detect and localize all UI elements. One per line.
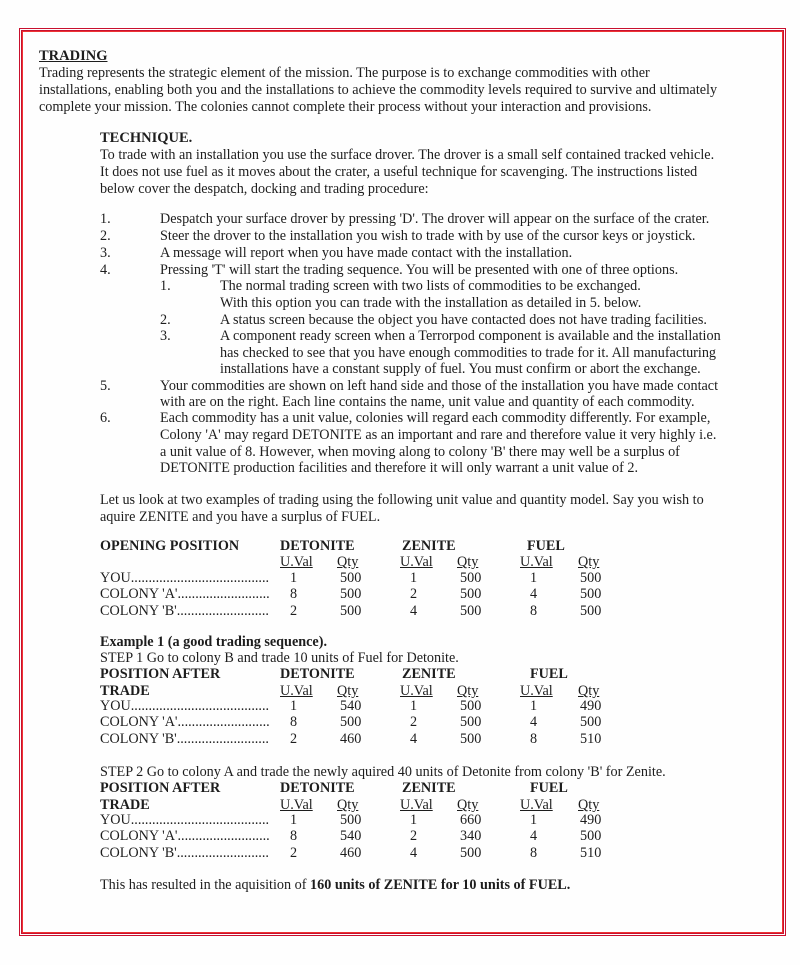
column-header: DETONITE bbox=[280, 538, 355, 554]
table-cell: 2 bbox=[290, 730, 298, 747]
subcolumn-header: U.Val bbox=[400, 554, 433, 570]
subcolumn-header: Qty bbox=[457, 797, 479, 813]
table-cell: 500 bbox=[340, 714, 362, 731]
table-title: POSITION AFTER bbox=[100, 666, 221, 682]
table-cell: 460 bbox=[340, 844, 362, 861]
step-line: STEP 1 Go to colony B and trade 10 units of Fuel for Detonite. bbox=[100, 650, 459, 666]
sub-list-item-text: has checked to see that you have enough commodities to trade for it. All manufacturing bbox=[220, 345, 717, 361]
sub-list-item-text: installations have a constant supply of fuel. You must confirm or abort the exchange. bbox=[220, 361, 701, 377]
subcolumn-header: U.Val bbox=[280, 797, 313, 813]
column-header: DETONITE bbox=[280, 666, 355, 682]
table-row-label: YOU....................................... bbox=[100, 570, 270, 586]
subcolumn-header: Qty bbox=[457, 683, 479, 699]
subcolumn-header: Qty bbox=[578, 797, 600, 813]
table-cell: 500 bbox=[580, 828, 602, 845]
table-row-label: COLONY 'B'.......................... bbox=[100, 730, 269, 747]
table-title: POSITION AFTER bbox=[100, 780, 221, 796]
subcolumn-header: Qty bbox=[457, 554, 479, 570]
table-cell: 500 bbox=[340, 570, 362, 586]
list-item-text: with are on the right. Each line contains the name, unit value and quantity of each commodity. bbox=[160, 394, 695, 410]
table-title: TRADE bbox=[100, 683, 150, 699]
table-cell: 340 bbox=[460, 828, 482, 845]
conclusion bbox=[100, 877, 570, 894]
table-cell: 460 bbox=[340, 730, 362, 747]
subcolumn-header: U.Val bbox=[400, 797, 433, 813]
table-title: OPENING POSITION bbox=[100, 538, 240, 554]
column-header: FUEL bbox=[530, 780, 568, 796]
table-cell: 510 bbox=[580, 730, 602, 747]
table-cell: 4 bbox=[530, 828, 538, 845]
table-cell: 500 bbox=[580, 602, 602, 619]
conclusion-bold-text: 160 units of ZENITE for 10 units of FUEL. bbox=[310, 877, 571, 893]
column-header: FUEL bbox=[527, 538, 565, 554]
column-header: ZENITE bbox=[402, 666, 456, 682]
table-cell: 1 bbox=[290, 570, 298, 586]
table-cell: 1 bbox=[410, 570, 418, 586]
table-cell: 1 bbox=[530, 570, 538, 586]
table-cell: 8 bbox=[290, 714, 298, 731]
table-cell: 1 bbox=[290, 698, 298, 714]
column-header: DETONITE bbox=[280, 780, 355, 796]
table-cell: 500 bbox=[460, 698, 482, 714]
list-item: 3. bbox=[100, 245, 111, 261]
list-item: 1. bbox=[100, 211, 111, 227]
list-item-text: DETONITE production facilities and therefore it will only warrant a unit value of 2. bbox=[160, 460, 639, 476]
list-item-text: Steer the drover to the installation you wish to trade with by use of the cursor keys or joystick. bbox=[160, 228, 696, 244]
table-cell: 1 bbox=[410, 698, 418, 714]
table-cell: 8 bbox=[530, 730, 538, 747]
table-cell: 8 bbox=[290, 586, 298, 603]
table-cell: 2 bbox=[410, 828, 418, 845]
table-row-label: COLONY 'A'.......................... bbox=[100, 586, 270, 603]
technique-line: To trade with an installation you use the surface drover. The drover is a small self contained tracked vehicle. bbox=[100, 147, 715, 163]
subcolumn-header: Qty bbox=[337, 683, 359, 699]
subcolumn-header: Qty bbox=[578, 683, 600, 699]
table-cell: 500 bbox=[460, 714, 482, 731]
list-item: 5. bbox=[100, 378, 111, 394]
trading-paragraph bbox=[39, 65, 717, 116]
table-cell: 8 bbox=[290, 828, 298, 845]
trading-line: installations, enabling both you and the installations to achieve the commodity levels required to survive and ultimately bbox=[39, 82, 718, 98]
list-item-text: Each commodity has a unit value, colonies will regard each commodity differently. For example, bbox=[160, 410, 711, 426]
sub-list-item-text: With this option you can trade with the installation as detailed in 5. below. bbox=[220, 295, 642, 311]
table-cell: 500 bbox=[460, 570, 482, 586]
technique-line: It does not use fuel as it moves about the crater, a useful technique for scavenging. The instructions listed bbox=[100, 164, 698, 180]
table-cell: 4 bbox=[530, 586, 538, 603]
column-header: FUEL bbox=[530, 666, 568, 682]
sub-list-item-text: The normal trading screen with two lists of commodities to be exchanged. bbox=[220, 278, 641, 294]
table-cell: 4 bbox=[410, 602, 418, 619]
table-title: TRADE bbox=[100, 797, 150, 813]
table-cell: 500 bbox=[340, 586, 362, 603]
subcolumn-header: Qty bbox=[337, 797, 359, 813]
list-item-text: Your commodities are shown on left hand side and those of the installation you have made contact bbox=[160, 378, 719, 394]
subcolumn-header: U.Val bbox=[280, 683, 313, 699]
sub-list-item: 3. bbox=[160, 328, 171, 344]
conclusion-text: This has resulted in the aquisition of bbox=[100, 877, 311, 893]
table-cell: 1 bbox=[530, 698, 538, 714]
table-cell: 510 bbox=[580, 844, 602, 861]
table-cell: 1 bbox=[290, 812, 298, 828]
table-cell: 500 bbox=[460, 602, 482, 619]
table-cell: 660 bbox=[460, 812, 482, 828]
table-cell: 1 bbox=[530, 812, 538, 828]
technique-heading: TECHNIQUE. bbox=[100, 130, 193, 146]
table-cell: 540 bbox=[340, 698, 362, 714]
list-item-text: Colony 'A' may regard DETONITE as an important and rare and therefore value it very highly i.e. bbox=[160, 427, 717, 443]
table-cell: 1 bbox=[410, 812, 418, 828]
table-cell: 2 bbox=[410, 714, 418, 731]
table-cell: 2 bbox=[290, 844, 298, 861]
table-cell: 500 bbox=[460, 844, 482, 861]
table-row-label: COLONY 'A'.......................... bbox=[100, 828, 270, 845]
table-cell: 490 bbox=[580, 812, 602, 828]
column-header: ZENITE bbox=[402, 538, 456, 554]
list-item: 6. bbox=[100, 410, 111, 426]
table-cell: 4 bbox=[530, 714, 538, 731]
table-row-label: COLONY 'A'.......................... bbox=[100, 714, 270, 731]
trading-line: complete your mission. The colonies cannot complete their process without your interaction and provisions. bbox=[39, 99, 652, 115]
column-header: ZENITE bbox=[402, 780, 456, 796]
table-cell: 8 bbox=[530, 602, 538, 619]
technique-line: below cover the despatch, docking and trading procedure: bbox=[100, 181, 429, 197]
table-row-label: YOU....................................... bbox=[100, 812, 270, 828]
subcolumn-header: U.Val bbox=[520, 554, 553, 570]
subcolumn-header: U.Val bbox=[400, 683, 433, 699]
table-cell: 500 bbox=[460, 586, 482, 603]
table-cell: 8 bbox=[530, 844, 538, 861]
list-item: 4. bbox=[100, 262, 111, 278]
table-row-label: COLONY 'B'.......................... bbox=[100, 602, 269, 619]
subcolumn-header: U.Val bbox=[520, 797, 553, 813]
table-cell: 500 bbox=[580, 570, 602, 586]
table-cell: 500 bbox=[340, 602, 362, 619]
table-cell: 500 bbox=[340, 812, 362, 828]
intro-line: Let us look at two examples of trading using the following unit value and quantity model. Say you wish to bbox=[100, 492, 704, 508]
table-cell: 500 bbox=[460, 730, 482, 747]
sub-list-item-text: A status screen because the object you have contacted does not have trading facilities. bbox=[220, 312, 707, 328]
table-cell: 2 bbox=[410, 586, 418, 603]
table-cell: 500 bbox=[580, 586, 602, 603]
sub-list-item-text: A component ready screen when a Terrorpod component is available and the installation bbox=[220, 328, 721, 344]
table-cell: 500 bbox=[580, 714, 602, 731]
sub-list-item: 1. bbox=[160, 278, 171, 294]
step-line: STEP 2 Go to colony A and trade the newly aquired 40 units of Detonite from colony 'B' for Zenite. bbox=[100, 764, 666, 780]
table-cell: 4 bbox=[410, 844, 418, 861]
table-row-label: YOU....................................... bbox=[100, 698, 270, 714]
table-row-label: COLONY 'B'.......................... bbox=[100, 844, 269, 861]
trading-line: Trading represents the strategic element of the mission. The purpose is to exchange commodities with other bbox=[39, 65, 650, 81]
subcolumn-header: Qty bbox=[337, 554, 359, 570]
list-item-text: Pressing 'T' will start the trading sequence. You will be presented with one of three options. bbox=[160, 262, 679, 278]
trading-heading: TRADING bbox=[39, 48, 108, 64]
subcolumn-header: U.Val bbox=[520, 683, 553, 699]
list-item: 2. bbox=[100, 228, 111, 244]
technique-paragraph bbox=[100, 147, 714, 198]
example-heading: Example 1 (a good trading sequence). bbox=[100, 634, 327, 650]
table-cell: 2 bbox=[290, 602, 298, 619]
subcolumn-header: Qty bbox=[578, 554, 600, 570]
sub-list-item: 2. bbox=[160, 312, 171, 328]
intro-line: aquire ZENITE and you have a surplus of FUEL. bbox=[100, 509, 381, 525]
list-item-text: a unit value of 8. However, when moving along to colony 'B' there may well be a surplus of bbox=[160, 444, 680, 460]
list-item-text: A message will report when you have made contact with the installation. bbox=[160, 245, 573, 261]
subcolumn-header: U.Val bbox=[280, 554, 313, 570]
table-cell: 4 bbox=[410, 730, 418, 747]
list-item-text: Despatch your surface drover by pressing 'D'. The drover will appear on the surface of the crater. bbox=[160, 211, 710, 227]
table-cell: 540 bbox=[340, 828, 362, 845]
table-cell: 490 bbox=[580, 698, 602, 714]
